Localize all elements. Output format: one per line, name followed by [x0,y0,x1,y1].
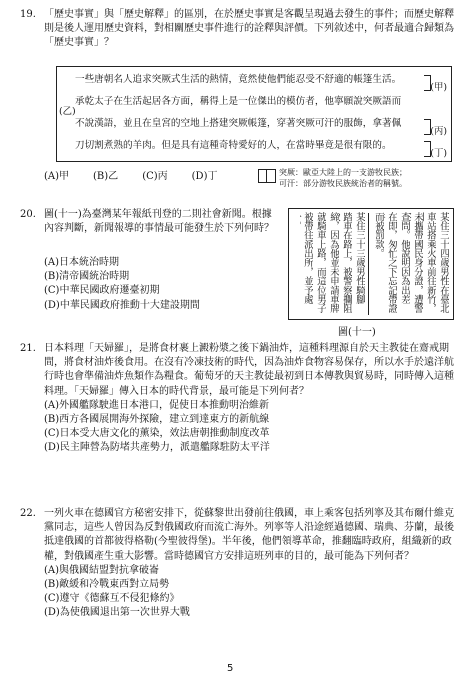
option-d[interactable]: (D)丁 [191,171,218,182]
options-list [44,399,454,456]
note-line: 突厥：歐亞大陸上的一支游牧民族； [279,168,407,177]
option-a[interactable]: (A)外國艦隊駛進日本港口，促使日本推動明治維新 [44,399,270,411]
passage-box [56,66,452,162]
passage-tag: (乙) [59,106,76,117]
news-column: 某住三十三歲男性騎腳 [354,212,365,304]
question-text: 圖(十一)為臺灣某年報紙刊登的二則社會新聞。根據內容判斷，新聞報導的事情最可能發生於下列何時？ [44,209,274,235]
column-divider [368,213,369,315]
glossary-note [258,168,448,196]
news-column: 被帶往派出所，並予處 [302,212,313,304]
option-a[interactable]: (A)與俄國結盟對抗拿破崙 [44,564,160,576]
bracket-mark [424,119,431,135]
option-c[interactable]: (C)遵守《德蘇互不侵犯條約》 [44,593,180,605]
news-clipping-figure [288,208,454,320]
news-column: 踏車在路上，被警察攔阻 [341,212,352,314]
news-column: 某住三十四歲男性在臺北 [438,212,449,314]
news-column: 在即，匆忙之下忘記帶證 [386,212,397,314]
passage-line: 不說漢語，並且在皇宮的空地上搭建突厥帳篷，穿著突厥可汗的服飾，拿著佩 [75,118,402,129]
option-b[interactable]: (B)乙 [93,171,119,182]
passage-tag: (甲) [430,82,447,93]
bracket-mark [424,141,431,157]
passage-line: 刀切割煮熟的羊肉。但是具有這種奇特愛好的人，在當時畢竟是很有限的。 [75,140,392,151]
option-d[interactable]: (D)為使俄國退出第一次世界大戰 [44,607,190,619]
question-number: 19. [20,9,36,20]
question-number: 20. [20,209,36,220]
question-text: 日本料理「天婦羅」，是將食材裹上澱粉漿之後下鍋油炸，這種料理源自於天主教徒在齋戒期間，將食材油炸後食用。在沒有冷凍技術的時代，因為油炸食物容易保存，所以水手於遠洋航行時也會準備油炸魚類作為糧食。葡萄牙的天主教徒最初到日本傳教與貿易時，同時傳入這種料理。「天婦羅」傳入日本的時代背景，最可能是下列何者？ [44,343,454,397]
option-c[interactable]: (C)中華民國政府遷臺初期 [44,285,160,297]
option-d[interactable]: (D)民主陣營為防堵共產勢力，派遣艦隊駐防太平洋 [44,442,270,454]
news-column: 締，因為他並未申請車牌 [328,212,339,314]
option-d[interactable]: (D)中華民國政府推動十大建設期間 [44,299,200,311]
news-column: 查問。他說明因為出差 [399,212,410,304]
news-column: 未攜帶國民身分證，遭警 [412,212,423,314]
note-line: 可汗：部分游牧民族統治者的稱號。 [279,178,407,188]
passage-line: 承乾太子在生活起居各方面，稱得上是一位傑出的模仿者，他寧願說突厥語而 [75,96,402,107]
option-c[interactable]: (C)丙 [142,171,168,182]
news-column: 就騎車上路，而這位男子 [315,212,326,314]
option-b[interactable]: (B)清帝國統治時期 [44,271,130,283]
question-text: 「歷史事實」與「歷史解釋」的區別，在於歷史事實是客觀呈現過去發生的事件；而歷史解釋則是後人運用歷史資料，對相關歷史事件進行的詮釋與評價。下列敘述中，何者最適合歸類為「歷史事實」？ [44,9,454,49]
question-22 [20,507,454,621]
option-c[interactable]: (C)日本受大唐文化的薰染，效法唐朝推動制度改革 [44,428,270,440]
news-column: 而被罰款。 [373,212,384,258]
option-b[interactable]: (B)敵緩和冷戰東西對立局勢 [44,578,170,590]
option-a[interactable]: (A)日本統治時期 [44,257,120,268]
question-21 [20,342,454,456]
question-number: 21. [20,343,36,354]
page-number: 5 [227,663,234,674]
passage-line: 一些唐朝名人追求突厥式生活的熱情，竟然使他們能忍受不舒適的帳篷生活。 [75,74,402,85]
news-column: 車站搭乘火車前往新竹， [425,212,436,314]
question-text: 一列火車在德國官方秘密安排下，從蘇黎世出發前往俄國，車上乘客包括列寧及其布爾什維克黨同志，這些人曾因為反對俄國政府而流亡海外。列寧等人沿途經過德國、瑞典、芬蘭，最後抵達俄國的首都彼得格勒(今聖彼得堡)。半年後，他們領導革命，推翻臨時政府，組織新的政權，對俄國產生重大影響。當時德國官方安排這班列車的目的，最可能為下列何者？ [44,508,454,562]
figure-caption: 圖(十一) [338,327,376,338]
passage-tag: (丁) [430,148,447,159]
question-number: 22. [20,508,36,519]
bracket-mark [424,75,431,91]
option-a[interactable]: (A)甲 [44,171,70,182]
options-list [44,170,244,184]
book-icon [258,169,276,183]
options-list [44,564,454,621]
options-list [44,256,274,313]
passage-tag: (丙) [430,126,447,137]
option-b[interactable]: (B)西方各國展開海外探險，建立到達東方的新航線 [44,413,270,425]
question-19 [20,8,454,188]
